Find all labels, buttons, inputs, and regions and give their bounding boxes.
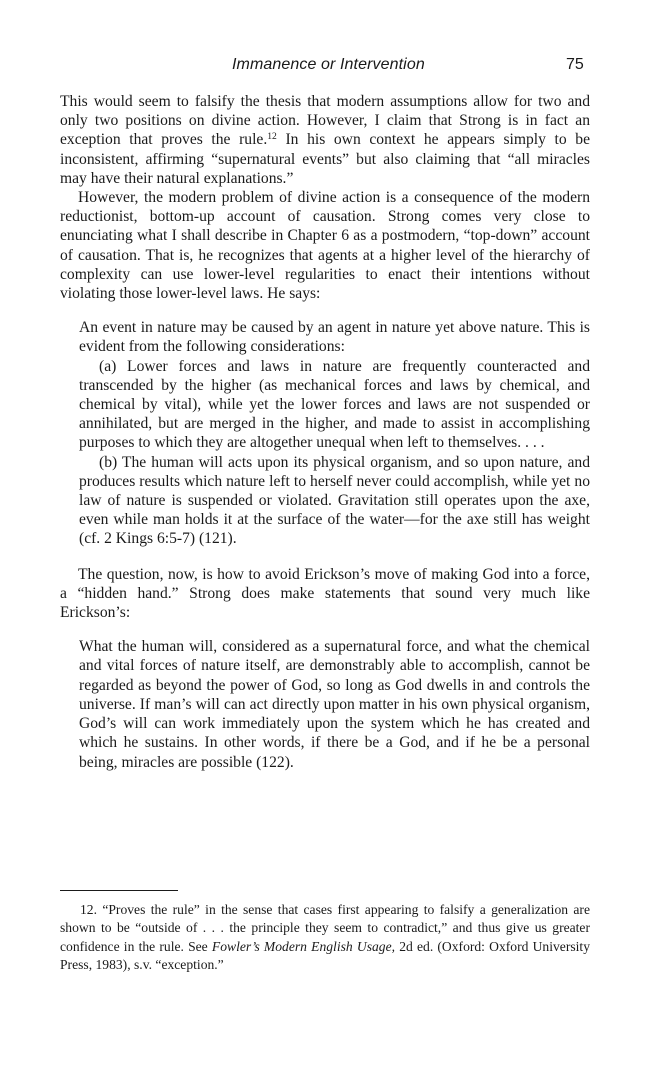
footnote-text-start: 12. “Proves the rule” in the sense that cases first appearing to falsify a generalization are shown to be “outside of . . . the principle they seem to contradict,” and thus give us greater confidence in the rule. See <box>60 902 590 954</box>
footnote-divider <box>60 890 178 891</box>
paragraph-1 <box>60 92 590 188</box>
footnote-text-end: 2d ed. (Oxford: Oxford University Press, 1983), s.v. “exception.” <box>60 938 590 973</box>
paragraph-2: However, the modern problem of divine action is a consequence of the modern reductionist, bottom-up account of causation. Strong comes very close to enunciating what I shall describe in Chapter 6 as a postmodern, “top-down” account of causation. That is, he recognizes that agents at a higher level of the hierarchy of complexity can use lower-level regularities to enact their intentions without violating those lower-level laws. He says: <box>60 189 590 303</box>
footnote-12 <box>60 901 590 975</box>
quote-2-text: What the human will, considered as a supernatural force, and what the chemical and vital forces of nature itself, are demonstrably able to accomplish, cannot be regarded as beyond the power of God, so long as God dwells in and controls the universe. If man’s will can act directly upon matter in his own physical organism, God’s will can work immediately upon the system which he has created and which he sustains. In other words, if there be a God, and if he be a personal being, miracles are possible (122). <box>79 638 590 771</box>
footnote-reference: 12 <box>267 131 277 143</box>
running-head-title: Immanence or Intervention <box>232 56 425 73</box>
block-quote-1 <box>79 318 590 548</box>
paragraph-1-text: This would seem to falsify the thesis that modern assumptions allow for two and only two positions on divine action. However, I claim that Strong is in fact an exception that proves the rule. <box>60 93 590 149</box>
quote-1-intro: An event in nature may be caused by an agent in nature yet above nature. This is evident from the following considerations: <box>79 319 590 356</box>
paragraph-3: The question, now, is how to avoid Erickson’s move of making God into a force, a “hidden hand.” Strong does make statements that sound very much like Erickson’s: <box>60 565 590 622</box>
main-text <box>60 92 590 788</box>
block-quote-2 <box>79 637 590 771</box>
quote-1-point-b: (b) The human will acts upon its physical organism, and so upon nature, and produces results which nature left to herself never could accomplish, while yet no law of nature is suspended or violated. Gravitation still operates upon the axe, even while man holds it at the surface of the water—for the axe still has weight (cf. 2 Kings 6:5-7) (121). <box>79 453 590 548</box>
paragraph-1-continuation: In his own context he appears simply to be inconsistent, affirming “supernatural events” but also claiming that “all miracles may have their natural explanations.” <box>60 131 591 187</box>
footnotes <box>60 890 590 975</box>
footnote-book-title: Fowler’s Modern English Usage, <box>211 938 396 954</box>
quote-1-point-a: (a) Lower forces and laws in nature are frequently counteracted and transcended by the higher (as mechanical forces and laws by chemical, and chemical by vital), while yet the lower forces and laws are not suspended or annihilated, but are merged in the higher, and made to assist in accomplishing purposes to which they are altogether unequal when left to themselves. . . . <box>79 357 590 452</box>
page-number: 75 <box>566 56 584 73</box>
running-head <box>0 56 650 78</box>
